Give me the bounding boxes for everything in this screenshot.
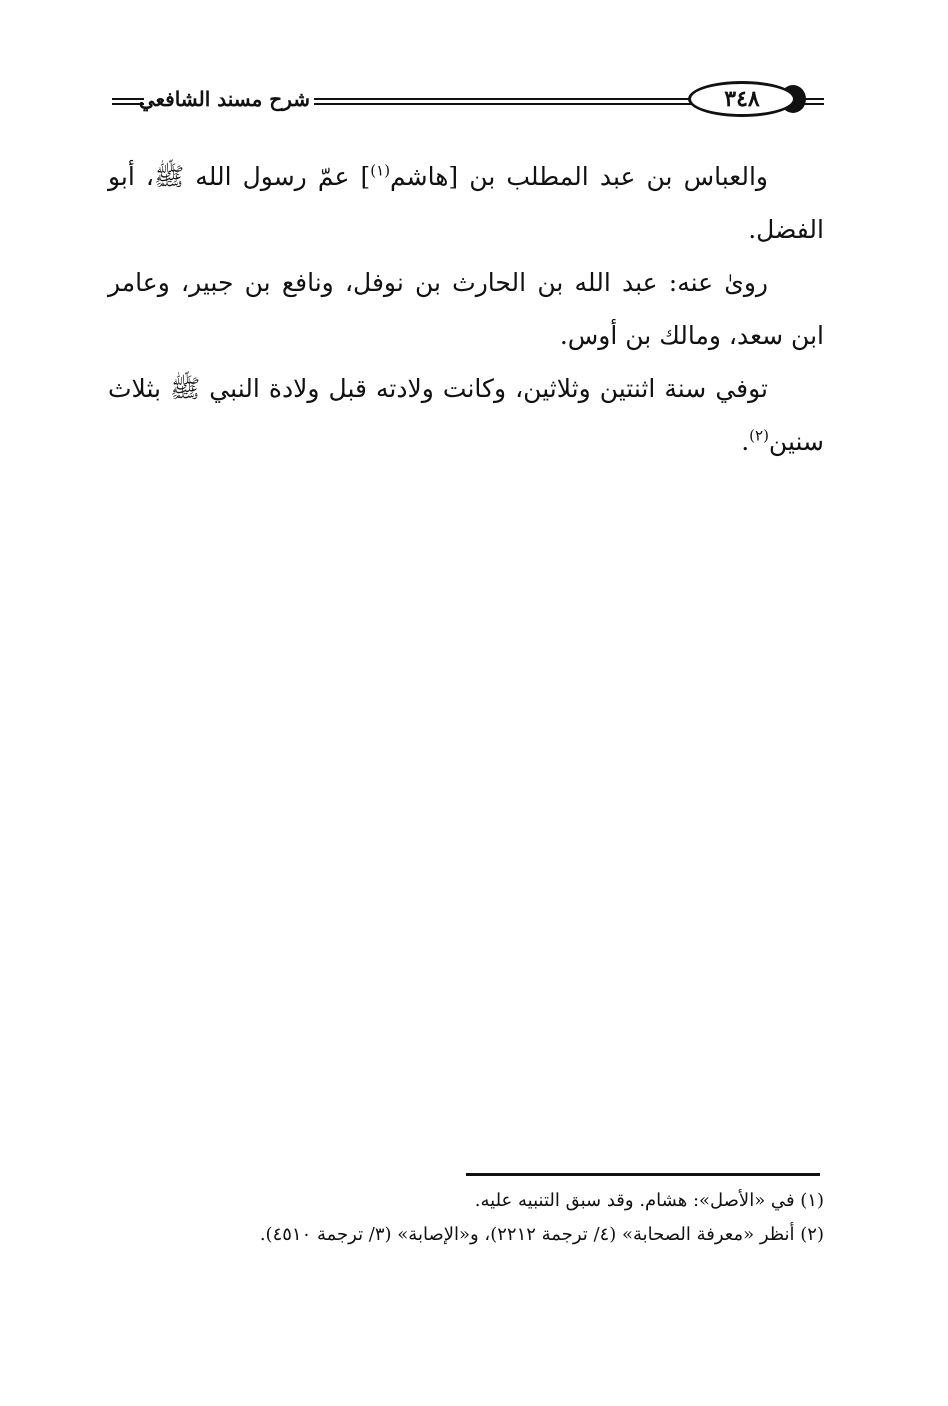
footnote-ref-2: (٢) bbox=[749, 426, 769, 445]
paragraph-1-text-b: ] عمّ رسول الله ﷺ، أبو الفضل. bbox=[108, 162, 824, 244]
footnote-2: (٢) أنظر «معرفة الصحابة» (٤/ ترجمة ٢٢١٢)، و«الإصابة» (٣/ ترجمة ٤٥١٠). bbox=[259, 1224, 824, 1245]
footnote-separator bbox=[466, 1173, 820, 1176]
running-title: شرح مسند الشافعي bbox=[138, 87, 310, 111]
paragraph-2: روىٰ عنه: عبد الله بن الحارث بن نوفل، ونافع بن جبير، وعامر ابن سعد، ومالك بن أوس. bbox=[108, 268, 824, 350]
paragraph-1 bbox=[108, 150, 824, 256]
footnotes bbox=[108, 1184, 824, 1252]
footnote-1: (١) في «الأصل»: هشام. وقد سبق التنبيه عليه. bbox=[474, 1190, 824, 1211]
page-header bbox=[108, 76, 824, 126]
main-text bbox=[108, 150, 824, 468]
paragraph-1-text-a: والعباس بن عبد المطلب بن [هاشم bbox=[390, 162, 768, 191]
page-number: ٣٤٨ bbox=[688, 81, 796, 117]
footnote-ref-1: (١) bbox=[370, 161, 391, 180]
paragraph-3-text-b: . bbox=[741, 427, 750, 456]
paragraph-3-text-a: توفي سنة اثنتين وثلاثين، وكانت ولادته قبل ولادة النبي ﷺ بثلاث سنين bbox=[108, 374, 824, 456]
paragraph-3 bbox=[108, 362, 824, 468]
